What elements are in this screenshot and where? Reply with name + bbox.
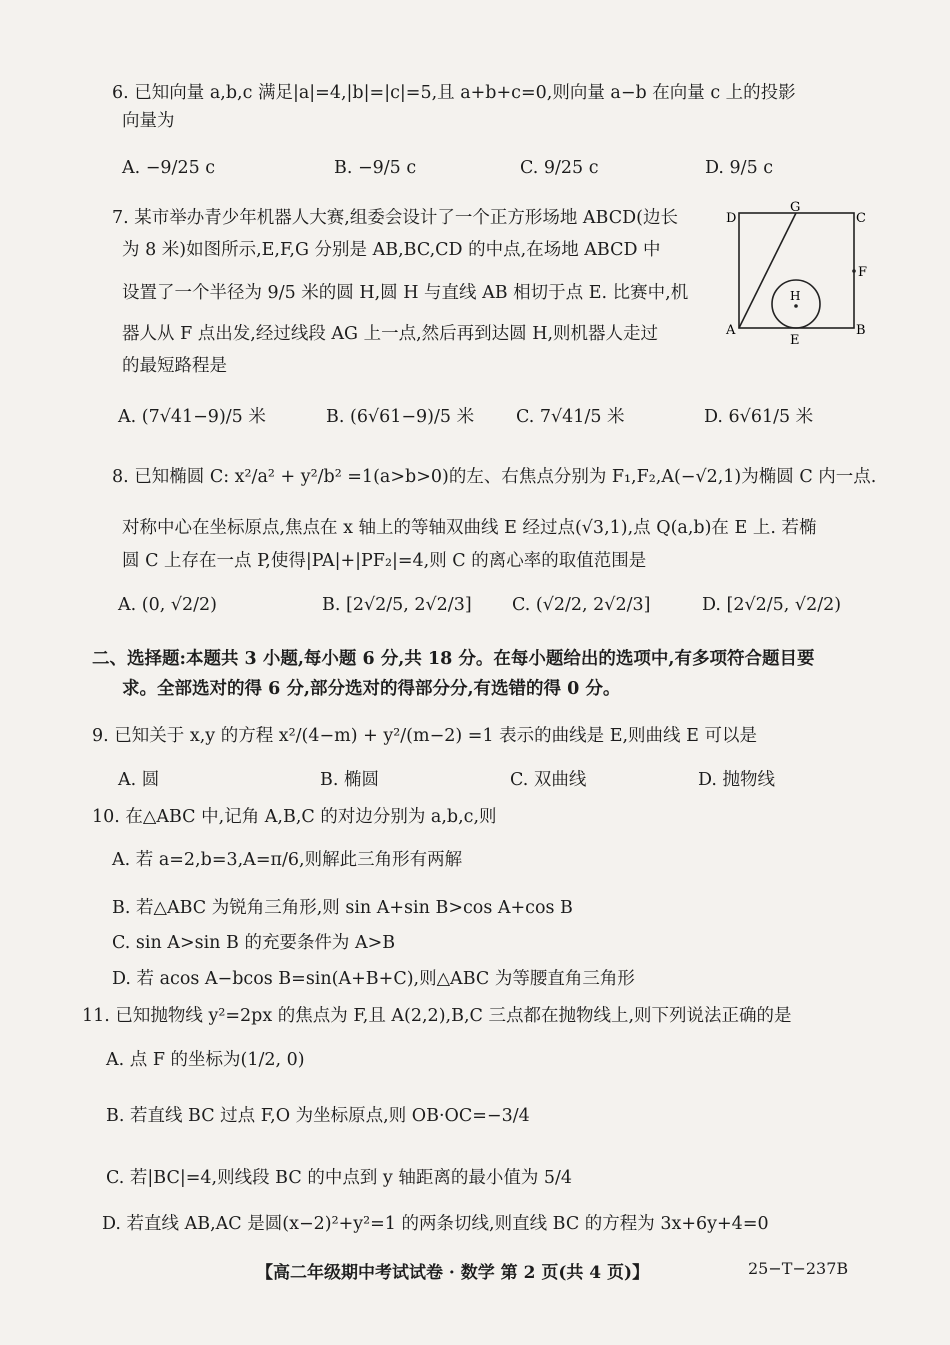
q6-stem-line1: 6. 已知向量 a,b,c 满足|a|=4,|b|=|c|=5,且 a+b+c=0,则向量 a−b 在向量 c 上的投影 bbox=[112, 83, 796, 103]
q11-option-c: C. 若|BC|=4,则线段 BC 的中点到 y 轴距离的最小值为 5/4 bbox=[106, 1168, 573, 1188]
q8-option-c: C. (√2/2, 2√2/3] bbox=[512, 595, 651, 615]
q8-stem-line3: 圆 C 上存在一点 P,使得|PA|+|PF₂|=4,则 C 的离心率的取值范围是 bbox=[122, 551, 647, 571]
q7-square-field-figure bbox=[722, 200, 872, 350]
q11-option-b: B. 若直线 BC 过点 F,O 为坐标原点,则 OB·OC=−3/4 bbox=[106, 1106, 530, 1126]
label-e: E bbox=[790, 333, 800, 348]
page-footer-title: 【高二年级期中考试试卷 · 数学 第 2 页(共 4 页)】 bbox=[256, 1263, 650, 1283]
label-f: F bbox=[858, 265, 868, 280]
q6-option-a: A. −9/25 c bbox=[122, 158, 216, 178]
label-b: B bbox=[856, 323, 866, 338]
q7-option-d: D. 6√61/5 米 bbox=[704, 407, 814, 427]
q9-option-c: C. 双曲线 bbox=[510, 770, 587, 790]
q8-option-a: A. (0, √2/2) bbox=[118, 595, 217, 615]
q7-stem-line1: 7. 某市举办青少年机器人大赛,组委会设计了一个正方形场地 ABCD(边长 bbox=[112, 208, 678, 228]
q7-option-a: A. (7√41−9)/5 米 bbox=[118, 407, 266, 427]
q9-option-b: B. 椭圆 bbox=[320, 770, 379, 790]
q9-option-a: A. 圆 bbox=[118, 770, 160, 790]
q9-stem: 9. 已知关于 x,y 的方程 x²/(4−m) + y²/(m−2) =1 表示的曲线是 E,则曲线 E 可以是 bbox=[92, 726, 757, 746]
q7-stem-line3: 设置了一个半径为 9/5 米的圆 H,圆 H 与直线 AB 相切于点 E. 比赛中,机 bbox=[122, 283, 689, 303]
q6-option-b: B. −9/5 c bbox=[334, 158, 417, 178]
q10-option-d: D. 若 acos A−bcos B=sin(A+B+C),则△ABC 为等腰直角三角形 bbox=[112, 969, 635, 989]
label-d: D bbox=[726, 211, 737, 226]
section2-header-line2: 求。全部选对的得 6 分,部分选对的得部分分,有选错的得 0 分。 bbox=[122, 679, 621, 699]
q10-option-b: B. 若△ABC 为锐角三角形,则 sin A+sin B>cos A+cos B bbox=[112, 898, 573, 918]
q8-stem-line1: 8. 已知椭圆 C: x²/a² + y²/b² =1(a>b>0)的左、右焦点分别为 F₁,F₂,A(−√2,1)为椭圆 C 内一点. bbox=[112, 467, 877, 487]
q6-option-c: C. 9/25 c bbox=[520, 158, 599, 178]
q8-option-d: D. [2√2/5, √2/2) bbox=[702, 595, 842, 615]
q7-stem-line4: 器人从 F 点出发,经过线段 AG 上一点,然后再到达圆 H,则机器人走过 bbox=[122, 324, 659, 344]
q9-option-d: D. 抛物线 bbox=[698, 770, 776, 790]
q10-stem: 10. 在△ABC 中,记角 A,B,C 的对边分别为 a,b,c,则 bbox=[92, 807, 497, 827]
q6-stem-line2: 向量为 bbox=[122, 111, 175, 131]
q7-stem-line5: 的最短路程是 bbox=[122, 356, 227, 376]
section2-header-line1: 二、选择题:本题共 3 小题,每小题 6 分,共 18 分。在每小题给出的选项中,有多项符合题目要 bbox=[92, 649, 815, 669]
label-c: C bbox=[856, 211, 866, 226]
q10-option-c: C. sin A>sin B 的充要条件为 A>B bbox=[112, 933, 396, 953]
q7-stem-line2: 为 8 米)如图所示,E,F,G 分别是 AB,BC,CD 的中点,在场地 ABCD 中 bbox=[122, 240, 661, 260]
page-footer-code: 25−T−237B bbox=[748, 1259, 849, 1278]
q7-option-c: C. 7√41/5 米 bbox=[516, 407, 625, 427]
q8-stem-line2: 对称中心在坐标原点,焦点在 x 轴上的等轴双曲线 E 经过点(√3,1),点 Q(a,b)在 E 上. 若椭 bbox=[122, 518, 817, 538]
q11-option-a: A. 点 F 的坐标为(1/2, 0) bbox=[106, 1050, 305, 1070]
label-h: H bbox=[790, 289, 801, 303]
q11-option-d: D. 若直线 AB,AC 是圆(x−2)²+y²=1 的两条切线,则直线 BC 的方程为 3x+6y+4=0 bbox=[102, 1214, 769, 1234]
label-g: G bbox=[790, 200, 801, 215]
q6-option-d: D. 9/5 c bbox=[705, 158, 774, 178]
q11-stem: 11. 已知抛物线 y²=2px 的焦点为 F,且 A(2,2),B,C 三点都在抛物线上,则下列说法正确的是 bbox=[82, 1006, 792, 1026]
label-a: A bbox=[726, 323, 736, 338]
q10-option-a: A. 若 a=2,b=3,A=π/6,则解此三角形有两解 bbox=[112, 850, 463, 870]
q8-option-b: B. [2√2/5, 2√2/3] bbox=[322, 595, 472, 615]
q7-option-b: B. (6√61−9)/5 米 bbox=[326, 407, 475, 427]
